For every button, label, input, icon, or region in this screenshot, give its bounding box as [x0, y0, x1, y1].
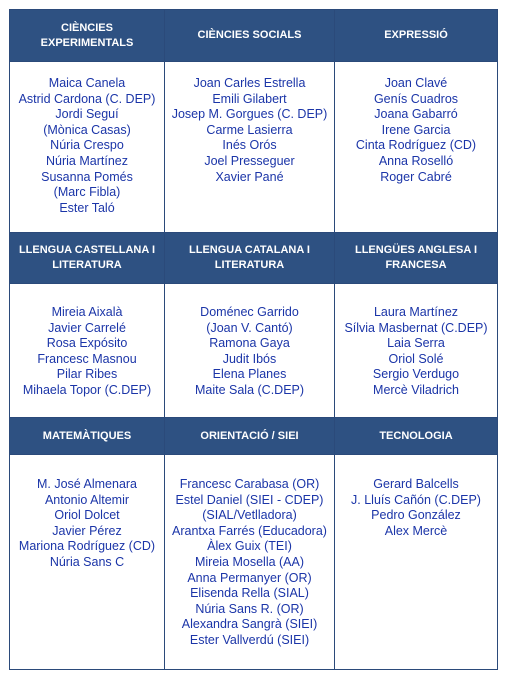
member-name: M. José Almenara — [36, 477, 138, 491]
members-llengua-castellana — [10, 284, 165, 418]
member-name: Núria Crespo — [50, 138, 124, 153]
member-name: Mireia Aixalà — [51, 305, 123, 319]
member-name: Javier Carrelé — [48, 320, 126, 335]
member-name: Núria Sans C — [49, 554, 125, 569]
member-name: J. Lluís Cañón (C.DEP) — [351, 492, 481, 507]
member-name: Elena Planes — [212, 367, 287, 382]
member-name: Pedro González — [371, 508, 461, 523]
member-name: Joel Presseguer — [204, 153, 295, 168]
header-ciencies-experimentals: CIÈNCIES EXPERIMENTALS — [10, 10, 165, 62]
members-matematiques — [10, 455, 165, 670]
header-expressio: EXPRESSIÓ — [335, 10, 498, 62]
member-name: Joana Gabarró — [374, 107, 458, 122]
member-name: Joan Carles Estrella — [193, 76, 306, 90]
members-ciencies-socials — [165, 62, 335, 233]
members-expressio — [335, 62, 498, 233]
member-name: Laura Martínez — [373, 305, 459, 319]
member-name: Núria Sans R. (OR) — [195, 601, 304, 616]
member-name: Antonio Altemir — [44, 492, 130, 507]
header-llengua-catalana: LLENGUA CATALANA I LITERATURA — [165, 233, 335, 284]
member-name: (Joan V. Cantó) — [206, 320, 293, 335]
member-name: Irene Garcia — [381, 122, 451, 137]
member-name: Rosa Expósito — [46, 336, 128, 351]
member-name: Javier Pérez — [52, 523, 122, 538]
member-name: Pilar Ribes — [56, 367, 118, 382]
member-name: (Marc Fibla) — [53, 185, 121, 200]
member-name: (SIAL/Vetlladora) — [202, 508, 297, 523]
member-name: Inés Orós — [222, 138, 277, 153]
header-ciencies-socials: CIÈNCIES SOCIALS — [165, 10, 335, 62]
member-name: Josep M. Gorgues (C. DEP) — [171, 107, 328, 122]
members-orientacio-siei — [165, 455, 335, 670]
member-name: Susanna Pomés — [41, 169, 133, 184]
member-name: Xavier Pané — [215, 169, 284, 184]
member-name: Jordi Seguí — [55, 107, 119, 122]
member-name: Gerard Balcells — [373, 477, 459, 491]
members-ciencies-experimentals — [10, 62, 165, 233]
member-name: Mihaela Topor (C.DEP) — [22, 382, 152, 397]
member-name: Cinta Rodríguez (CD) — [355, 138, 477, 153]
member-name: Mariona Rodríguez (CD) — [18, 539, 156, 554]
header-tecnologia: TECNOLOGIA — [335, 418, 498, 455]
header-orientacio-siei: ORIENTACIÓ / SIEI — [165, 418, 335, 455]
member-name: Sergio Verdugo — [372, 367, 460, 382]
members-tecnologia — [335, 455, 498, 670]
member-name: Ester Taló — [59, 200, 115, 215]
header-matematiques: MATEMÀTIQUES — [10, 418, 165, 455]
member-name: Laia Serra — [387, 336, 445, 351]
member-name: Ester Vallverdú (SIEI) — [189, 632, 310, 647]
member-name: Oriol Dolcet — [54, 508, 120, 523]
member-name: Ramona Gaya — [209, 336, 290, 351]
member-name: Àlex Guix (TEI) — [207, 539, 292, 554]
member-name: Estel Daniel (SIEI - CDEP) — [175, 492, 324, 507]
member-name: Francesc Masnou — [37, 351, 137, 366]
member-name: Sílvia Masbernat (C.DEP) — [344, 320, 488, 335]
header-llengua-castellana: LLENGUA CASTELLANA I LITERATURA — [10, 233, 165, 284]
member-name: Emili Gilabert — [212, 91, 287, 106]
departments-table — [9, 9, 498, 670]
member-name: Alexandra Sangrà (SIEI) — [181, 617, 318, 632]
member-name: Mercè Viladrich — [373, 382, 459, 397]
member-name: Alex Mercè — [384, 523, 448, 538]
member-name: Mireia Mosella (AA) — [194, 554, 305, 569]
member-name: Genís Cuadros — [373, 91, 459, 106]
member-name: Maica Canela — [48, 76, 126, 90]
member-name: Astrid Cardona (C. DEP) — [18, 91, 156, 106]
member-name: Francesc Carabasa (OR) — [179, 477, 320, 491]
members-llengues-anglesa-francesa — [335, 284, 498, 418]
member-name: Elisenda Rella (SIAL) — [190, 586, 309, 601]
member-name: Judit Ibós — [222, 351, 277, 366]
members-llengua-catalana — [165, 284, 335, 418]
header-llengues-anglesa-francesa: LLENGÜES ANGLESA I FRANCESA — [335, 233, 498, 284]
member-name: Doménec Garrido — [200, 305, 299, 319]
member-name: Roger Cabré — [380, 169, 452, 184]
member-name: Carme Lasierra — [206, 122, 293, 137]
member-name: Joan Clavé — [384, 76, 448, 90]
member-name: Núria Martínez — [46, 153, 128, 168]
member-name: Maite Sala (C.DEP) — [194, 382, 305, 397]
member-name: Anna Permanyer (OR) — [187, 570, 312, 585]
member-name: Anna Roselló — [378, 153, 454, 168]
member-name: Arantxa Farrés (Educadora) — [172, 523, 327, 538]
member-name: Oriol Solé — [388, 351, 444, 366]
member-name: (Mònica Casas) — [43, 122, 131, 137]
